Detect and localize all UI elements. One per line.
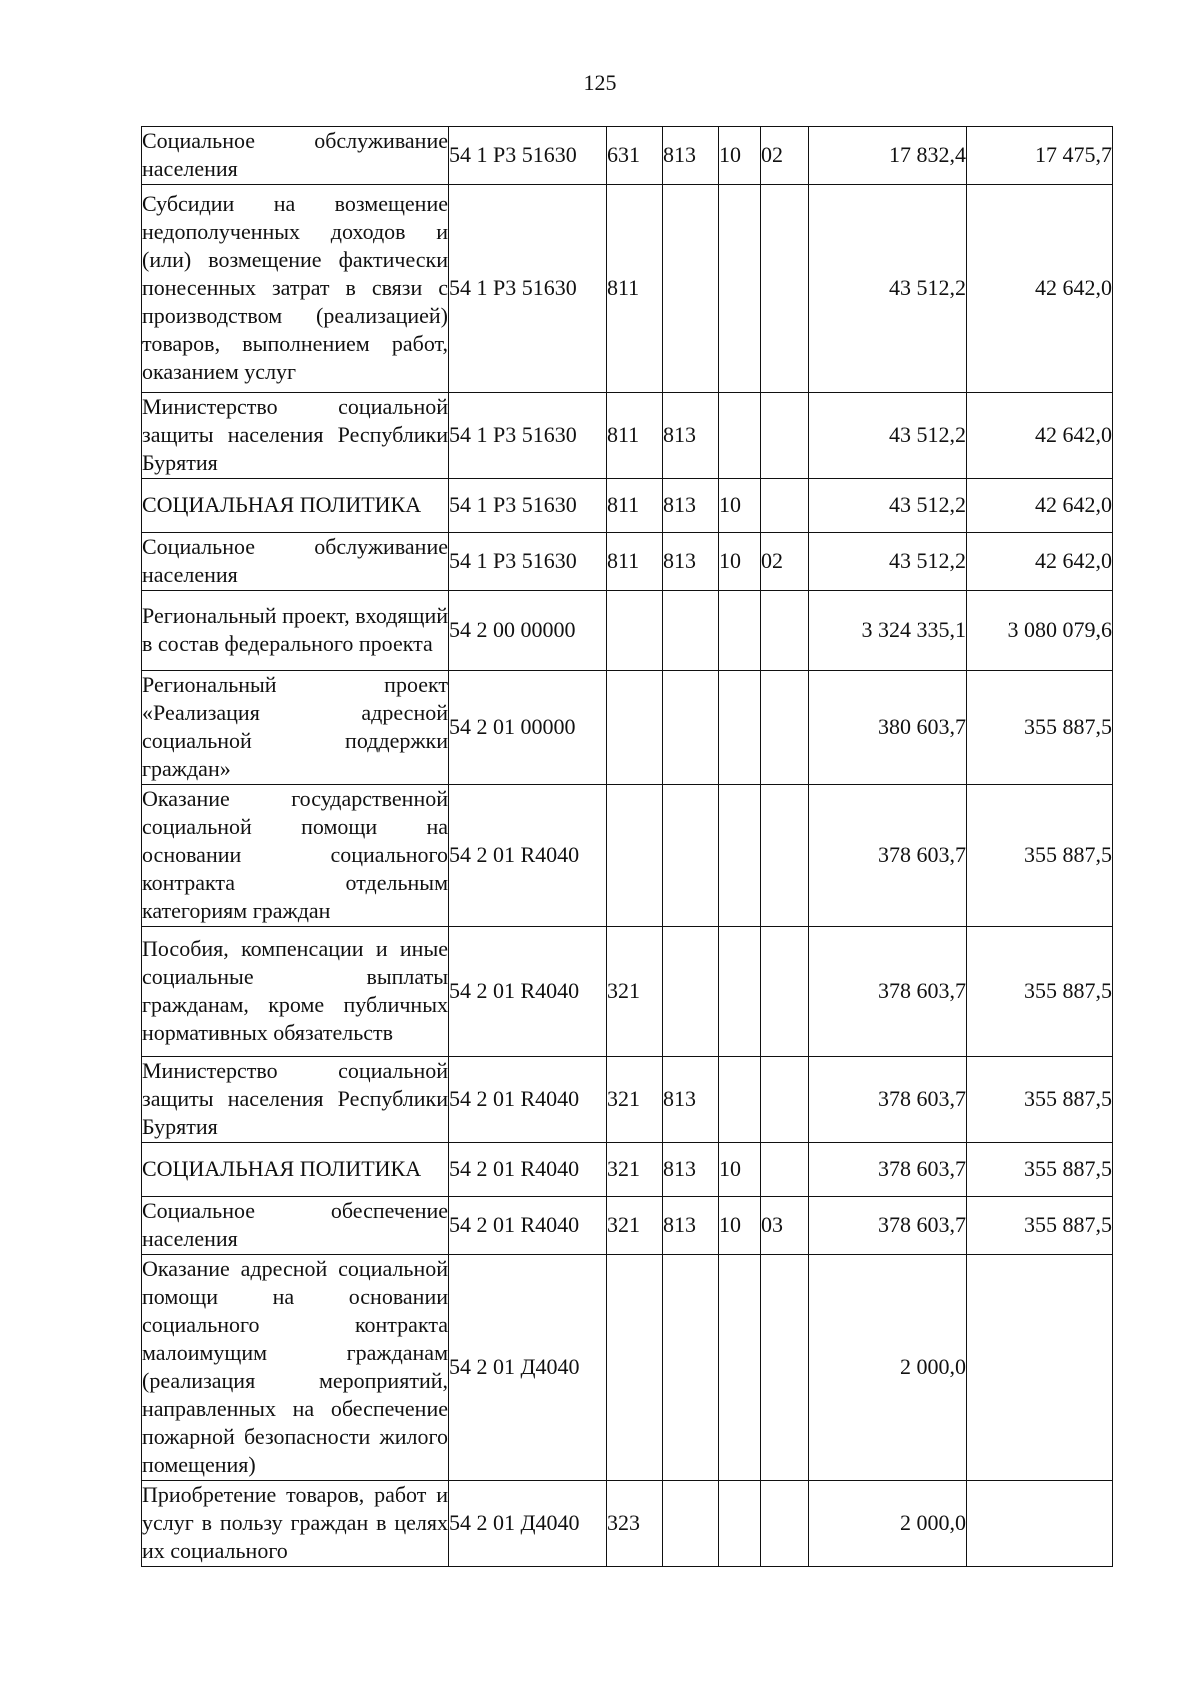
target-article-cell: 54 1 Р3 51630 (449, 533, 607, 591)
ministry-code-cell (663, 785, 719, 927)
expense-name-cell: СОЦИАЛЬНАЯ ПОЛИТИКА (142, 1143, 449, 1197)
table-row (142, 1057, 1113, 1143)
section-cell (719, 785, 761, 927)
expense-type-cell: 811 (607, 185, 663, 393)
amount-1-cell: 378 603,7 (809, 1057, 967, 1143)
amount-1-cell: 43 512,2 (809, 185, 967, 393)
amount-2-cell: 42 642,0 (967, 393, 1113, 479)
ministry-code-cell: 813 (663, 479, 719, 533)
table-row (142, 533, 1113, 591)
subsection-cell (761, 1057, 809, 1143)
amount-1-cell: 43 512,2 (809, 393, 967, 479)
expense-type-cell: 321 (607, 1057, 663, 1143)
expense-name-cell: Приобретение товаров, работ и услуг в пользу граждан в целях их социального (142, 1481, 449, 1567)
subsection-cell: 02 (761, 127, 809, 185)
subsection-cell (761, 927, 809, 1057)
ministry-code-cell: 813 (663, 1057, 719, 1143)
target-article-cell: 54 2 01 R4040 (449, 927, 607, 1057)
table-row (142, 185, 1113, 393)
target-article-cell: 54 1 Р3 51630 (449, 185, 607, 393)
amount-1-cell: 378 603,7 (809, 1143, 967, 1197)
section-cell: 10 (719, 479, 761, 533)
table-row (142, 927, 1113, 1057)
section-cell: 10 (719, 533, 761, 591)
ministry-code-cell: 813 (663, 533, 719, 591)
subsection-cell: 02 (761, 533, 809, 591)
section-cell (719, 591, 761, 671)
amount-1-cell: 380 603,7 (809, 671, 967, 785)
expense-type-cell: 631 (607, 127, 663, 185)
section-cell (719, 185, 761, 393)
target-article-cell: 54 2 00 00000 (449, 591, 607, 671)
expense-type-cell: 321 (607, 1197, 663, 1255)
table-body (142, 127, 1113, 1567)
amount-2-cell: 42 642,0 (967, 479, 1113, 533)
target-article-cell: 54 2 01 R4040 (449, 785, 607, 927)
expense-name-cell: СОЦИАЛЬНАЯ ПОЛИТИКА (142, 479, 449, 533)
section-cell (719, 671, 761, 785)
amount-2-cell: 3 080 079,6 (967, 591, 1113, 671)
expense-type-cell (607, 591, 663, 671)
expense-type-cell: 323 (607, 1481, 663, 1567)
ministry-code-cell: 813 (663, 127, 719, 185)
amount-2-cell (967, 1255, 1113, 1481)
table-row (142, 591, 1113, 671)
section-cell: 10 (719, 127, 761, 185)
target-article-cell: 54 1 Р3 51630 (449, 479, 607, 533)
ministry-code-cell: 813 (663, 393, 719, 479)
amount-1-cell: 378 603,7 (809, 1197, 967, 1255)
table-row (142, 127, 1113, 185)
expense-name-cell: Министерство социальной защиты населения Республики Бурятия (142, 393, 449, 479)
table-row (142, 785, 1113, 927)
target-article-cell: 54 1 Р3 51630 (449, 127, 607, 185)
expense-name-cell: Министерство социальной защиты населения Республики Бурятия (142, 1057, 449, 1143)
page-number: 125 (583, 70, 617, 95)
subsection-cell (761, 185, 809, 393)
ministry-code-cell (663, 1255, 719, 1481)
expense-type-cell (607, 671, 663, 785)
amount-2-cell: 355 887,5 (967, 1057, 1113, 1143)
expense-type-cell: 321 (607, 927, 663, 1057)
target-article-cell: 54 2 01 R4040 (449, 1143, 607, 1197)
expense-name-cell: Субсидии на возмещение недополученных доходов и (или) возмещение фактически понесенных затрат в связи с производством (реализацией) товаров, выполнением работ, оказанием услуг (142, 185, 449, 393)
amount-1-cell: 378 603,7 (809, 785, 967, 927)
amount-2-cell: 42 642,0 (967, 533, 1113, 591)
ministry-code-cell: 813 (663, 1143, 719, 1197)
table-row (142, 1197, 1113, 1255)
expense-type-cell (607, 1255, 663, 1481)
target-article-cell: 54 1 Р3 51630 (449, 393, 607, 479)
expense-type-cell: 811 (607, 393, 663, 479)
amount-1-cell: 2 000,0 (809, 1481, 967, 1567)
subsection-cell (761, 1481, 809, 1567)
expense-type-cell: 321 (607, 1143, 663, 1197)
section-cell: 10 (719, 1143, 761, 1197)
amount-2-cell (967, 1481, 1113, 1567)
subsection-cell (761, 671, 809, 785)
amount-1-cell: 43 512,2 (809, 479, 967, 533)
section-cell (719, 1255, 761, 1481)
target-article-cell: 54 2 01 Д4040 (449, 1481, 607, 1567)
table-row (142, 671, 1113, 785)
table-row (142, 1481, 1113, 1567)
ministry-code-cell (663, 185, 719, 393)
amount-2-cell: 355 887,5 (967, 927, 1113, 1057)
expense-name-cell: Региональный проект, входящий в состав федерального проекта (142, 591, 449, 671)
table-row (142, 479, 1113, 533)
ministry-code-cell (663, 591, 719, 671)
subsection-cell (761, 479, 809, 533)
expense-name-cell: Оказание адресной социальной помощи на основании социального контракта малоимущим гражданам (реализация мероприятий, направленных на обеспечение пожарной безопасности жилого помещения) (142, 1255, 449, 1481)
expense-name-cell: Оказание государственной социальной помощи на основании социального контракта отдельным категориям граждан (142, 785, 449, 927)
expense-type-cell (607, 785, 663, 927)
ministry-code-cell (663, 671, 719, 785)
ministry-code-cell (663, 927, 719, 1057)
target-article-cell: 54 2 01 Д4040 (449, 1255, 607, 1481)
expense-type-cell: 811 (607, 533, 663, 591)
subsection-cell (761, 785, 809, 927)
amount-1-cell: 3 324 335,1 (809, 591, 967, 671)
expense-name-cell: Социальное обслуживание населения (142, 127, 449, 185)
section-cell (719, 393, 761, 479)
amount-2-cell: 355 887,5 (967, 671, 1113, 785)
table-row (142, 393, 1113, 479)
ministry-code-cell (663, 1481, 719, 1567)
target-article-cell: 54 2 01 R4040 (449, 1057, 607, 1143)
subsection-cell (761, 1255, 809, 1481)
table-row (142, 1143, 1113, 1197)
section-cell (719, 1057, 761, 1143)
amount-1-cell: 2 000,0 (809, 1255, 967, 1481)
subsection-cell (761, 1143, 809, 1197)
expense-name-cell: Социальное обеспечение населения (142, 1197, 449, 1255)
section-cell (719, 927, 761, 1057)
budget-table (141, 126, 1113, 1567)
amount-2-cell: 355 887,5 (967, 1143, 1113, 1197)
subsection-cell (761, 393, 809, 479)
section-cell: 10 (719, 1197, 761, 1255)
amount-1-cell: 378 603,7 (809, 927, 967, 1057)
amount-2-cell: 355 887,5 (967, 785, 1113, 927)
amount-1-cell: 43 512,2 (809, 533, 967, 591)
amount-2-cell: 42 642,0 (967, 185, 1113, 393)
expense-name-cell: Пособия, компенсации и иные социальные выплаты гражданам, кроме публичных нормативных обязательств (142, 927, 449, 1057)
amount-1-cell: 17 832,4 (809, 127, 967, 185)
table-row (142, 1255, 1113, 1481)
amount-2-cell: 17 475,7 (967, 127, 1113, 185)
expense-name-cell: Социальное обслуживание населения (142, 533, 449, 591)
expense-name-cell: Региональный проект «Реализация адресной социальной поддержки граждан» (142, 671, 449, 785)
subsection-cell (761, 591, 809, 671)
expense-type-cell: 811 (607, 479, 663, 533)
target-article-cell: 54 2 01 00000 (449, 671, 607, 785)
amount-2-cell: 355 887,5 (967, 1197, 1113, 1255)
ministry-code-cell: 813 (663, 1197, 719, 1255)
section-cell (719, 1481, 761, 1567)
subsection-cell: 03 (761, 1197, 809, 1255)
target-article-cell: 54 2 01 R4040 (449, 1197, 607, 1255)
